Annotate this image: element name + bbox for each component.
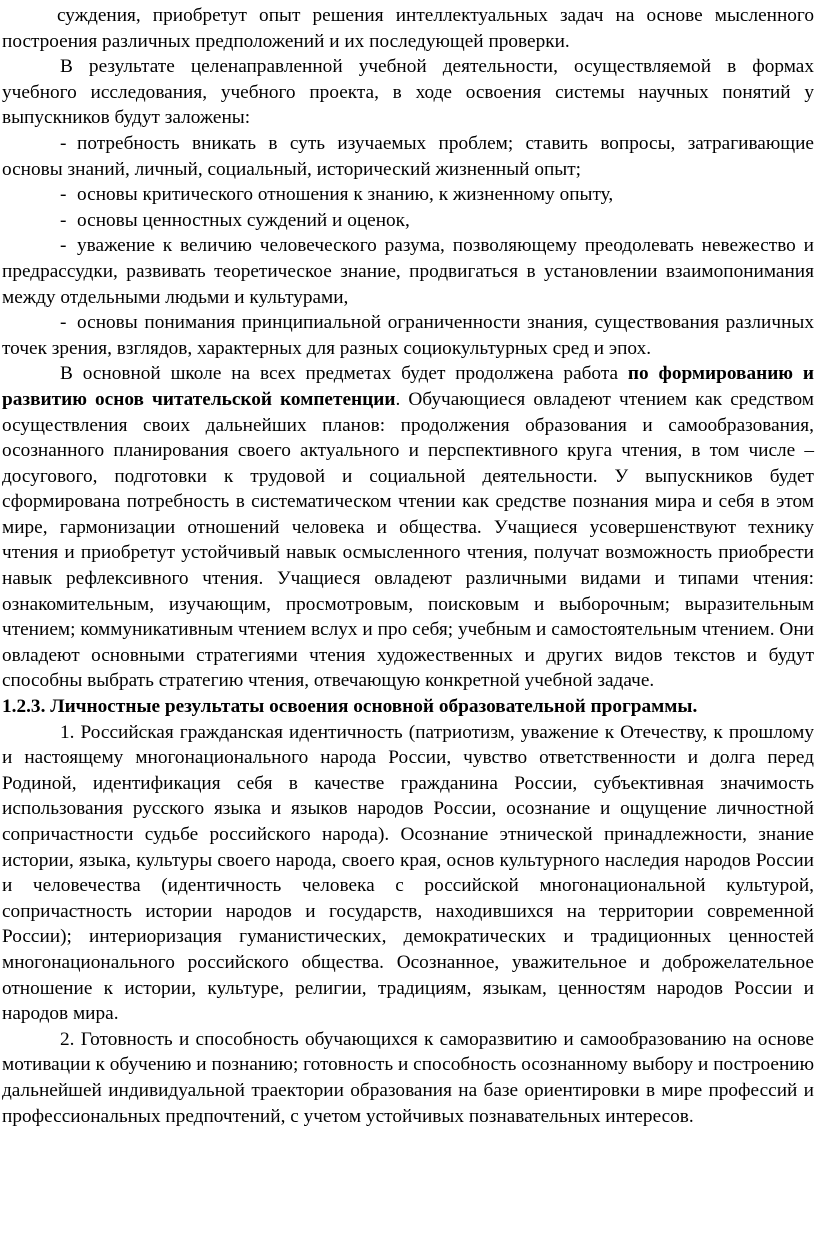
bullet-item (2, 310, 814, 361)
bullet-dash: - (60, 132, 67, 154)
bullet-text: основы ценностных суждений и оценок, (77, 209, 410, 231)
bullet-item (2, 208, 814, 234)
bullet-text: основы критического отношения к знанию, к жизненному опыту, (77, 184, 614, 206)
bullet-dash: - (60, 209, 67, 231)
bullet-item (2, 182, 814, 208)
bullet-item (2, 131, 814, 182)
bullet-text: уважение к величию человеческого разума, позволяющему преодолевать невежество и предрассудки, развивать теоретическое знание, продвигаться в установлении взаимопонимания между отдельными людьми и культурами, (2, 235, 814, 308)
paragraph-result: В результате целенаправленной учебной деятельности, осуществляемой в формах учебного исследования, учебного проекта, в ходе освоения системы научных понятий у выпускников будут заложены: (2, 56, 814, 129)
paragraph-reading (2, 361, 814, 694)
bullet-text: потребность вникать в суть изучаемых проблем; ставить вопросы, затрагивающие основы знаний, личный, социальный, исторический жизненный опыт; (2, 132, 814, 180)
reading-lead-text: В основной школе на всех предметах будет продолжена работа (60, 363, 628, 385)
paragraph-item-2: 2. Готовность и способность обучающихся к саморазвитию и самообразованию на основе мотивации к обучению и познанию; готовность и способность осознанному выбору и построению дальнейшей индивидуальной траектории образования на базе ориентировки в мире профессий и профессиональных предпочтений, с учетом устойчивых познавательных интересов. (2, 1028, 814, 1127)
reading-bold-text: по формированию и развитию основ читательской компетенции (2, 363, 814, 410)
bullet-dash: - (60, 235, 67, 257)
bullet-text: основы понимания принципиальной ограниченности знания, существования различных точек зрения, взглядов, характерных для разных социокультурных сред и эпох. (2, 312, 814, 359)
reading-rest-text: . Обучающиеся овладеют чтением как средством осуществления своих дальнейших планов: продолжения образования и самообразования, осознанного планирования своего актуального и перспективного круга чтения, в том числе – досугового, подготовки к трудовой и социальной деятельности. У выпускников будет сформирована потребность в систематическом чтении как средстве познания мира и себя в этом мире, гармонизации отношений человека и общества. Учащиеся усовершенствуют технику чтения и приобретут устойчивый навык осмысленного чтения, получат возможность приобрести навык рефлексивного чтения. Учащиеся овладеют различными видами и типами чтения: ознакомительным, изучающим, просмотровым, поисковым и выборочным; выразительным чтением; коммуникативным чтением вслух и про себя; учебным и самостоятельным чтением. Они овладеют основными стратегиями чтения художественных и других видов текстов и будут способны выбрать стратегию чтения, отвечающую конкретной учебной задаче. (2, 388, 814, 692)
section-heading: 1.2.3. Личностные результаты освоения основной образовательной программы. (2, 696, 698, 718)
paragraph-intro: суждения, приобретут опыт решения интеллектуальных задач на основе мысленного построения различных предположений и их последующей проверки. (2, 5, 814, 52)
paragraph-item-1: 1. Российская гражданская идентичность (патриотизм, уважение к Отечеству, к прошлому и настоящему многонационального народа России, чувство ответственности и долга перед Родиной, идентификация себя в качестве гражданина России, субъективная значимость использования русского языка и языков народов России, осознание и ощущение личностной сопричастности судьбе российского народа). Осознание этнической принадлежности, знание истории, языка, культуры своего народа, своего края, основ культурного наследия народов России и человечества (идентичность человека с российской многонациональной культурой, сопричастность истории народов и государств, находившихся на территории современной России); интериоризация гуманистических, демократических и традиционных ценностей многонационального российского общества. Осознанное, уважительное и доброжелательное отношение к истории, культуре, религии, традициям, языкам, ценностям народов России и народов мира. (2, 721, 814, 1025)
bullet-item (2, 233, 814, 310)
bullet-dash: - (60, 312, 67, 334)
bullet-dash: - (60, 184, 67, 206)
